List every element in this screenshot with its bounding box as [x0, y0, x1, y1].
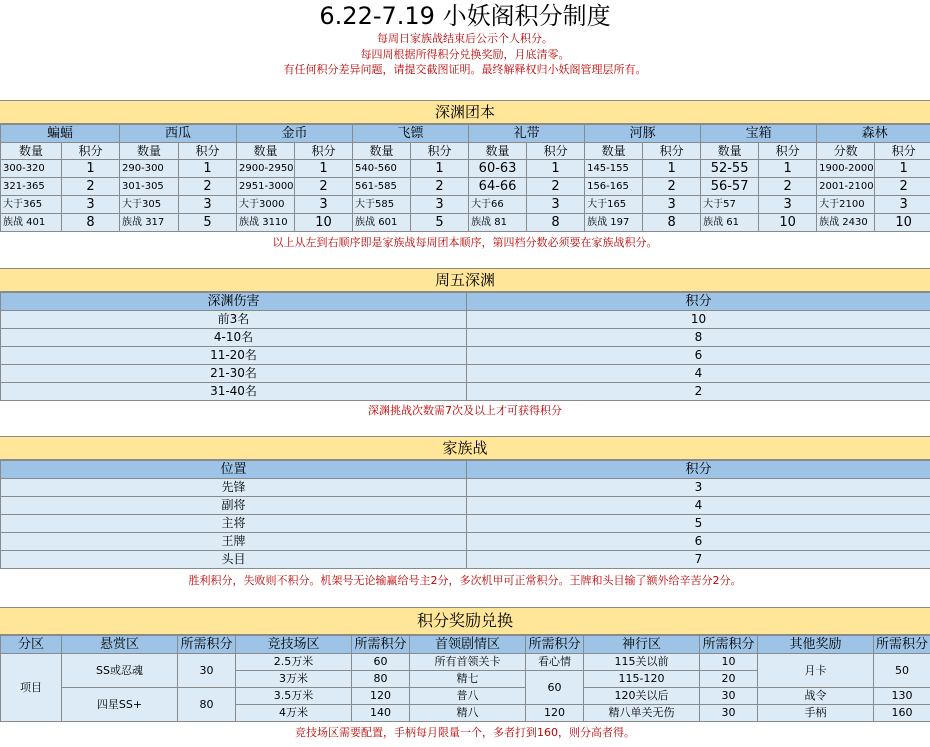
- abyss-quantity-cell: 2001-2100: [817, 178, 875, 196]
- rewards-header-cell: 所需积分: [178, 636, 236, 654]
- abyss-points-cell: 10: [875, 214, 930, 232]
- other-points: 130: [874, 688, 930, 705]
- abyss-group-header: 西瓜: [120, 125, 237, 143]
- abyss-points-cell: 2: [643, 178, 701, 196]
- abyss-note: 以上从左到右顺序即是家族战每周团本顺序，第四档分数必须要在家族战积分。: [272, 236, 658, 249]
- abyss-subheader-points: 积分: [295, 143, 353, 160]
- abyss-points-cell: 1: [759, 160, 817, 178]
- note-line-2: 每四周根据所得积分兑换奖励，月底清零。: [360, 48, 570, 61]
- abyss-quantity-cell: 族战 197: [585, 214, 643, 232]
- abyss-quantity-cell: 2951-3000: [237, 178, 295, 196]
- other-item: 战令: [758, 688, 874, 705]
- boss-item: 所有首领关卡: [410, 654, 526, 671]
- friday-rank-cell: 31-40名: [1, 383, 467, 401]
- abyss-points-cell: 2: [179, 178, 237, 196]
- abyss-quantity-cell: 52-55: [701, 160, 759, 178]
- abyss-points-cell: 1: [62, 160, 120, 178]
- abyss-points-cell: 3: [62, 196, 120, 214]
- friday-table: [0, 292, 930, 401]
- other-points: 160: [874, 705, 930, 722]
- abyss-quantity-cell: 大于3000: [237, 196, 295, 214]
- abyss-quantity-cell: 301-305: [120, 178, 179, 196]
- friday-rank-cell: 21-30名: [1, 365, 467, 383]
- abyss-subheader-points: 积分: [62, 143, 120, 160]
- note-line-1: 每周日家族战结束后公示个人积分。: [377, 32, 553, 45]
- arena-points: 60: [352, 654, 410, 671]
- abyss-quantity-cell: 321-365: [1, 178, 62, 196]
- clan-header-points: 积分: [467, 461, 930, 479]
- abyss-points-cell: 1: [179, 160, 237, 178]
- abyss-points-cell: 2: [62, 178, 120, 196]
- section-abyss-title: 深渊团本: [0, 100, 930, 124]
- clan-points-cell: 5: [467, 515, 930, 533]
- clan-position-cell: 主将: [1, 515, 467, 533]
- abyss-subheader-points: 积分: [643, 143, 701, 160]
- abyss-table: [0, 124, 930, 232]
- table-row: [1, 383, 930, 401]
- abyss-quantity-cell: 族战 61: [701, 214, 759, 232]
- rewards-header-cell: 竞技场区: [236, 636, 352, 654]
- friday-points-cell: 10: [467, 311, 930, 329]
- bounty-points: 30: [178, 654, 236, 688]
- rewards-header-cell: 所需积分: [874, 636, 930, 654]
- shenxing-points: 10: [700, 654, 758, 671]
- table-row: [1, 497, 930, 515]
- rewards-header-cell: 所需积分: [526, 636, 584, 654]
- abyss-points-cell: 1: [411, 160, 469, 178]
- boss-points: 看心情: [526, 654, 584, 671]
- abyss-quantity-cell: 145-155: [585, 160, 643, 178]
- abyss-points-cell: 1: [527, 160, 585, 178]
- friday-rank-cell: 前3名: [1, 311, 467, 329]
- table-row: [1, 365, 930, 383]
- table-row: [1, 347, 930, 365]
- shenxing-points: 20: [700, 671, 758, 688]
- abyss-subheader-points: 积分: [411, 143, 469, 160]
- abyss-points-cell: 5: [179, 214, 237, 232]
- abyss-points-cell: 1: [295, 160, 353, 178]
- shenxing-points: 30: [700, 688, 758, 705]
- abyss-points-cell: 10: [759, 214, 817, 232]
- abyss-points-cell: 2: [527, 178, 585, 196]
- table-row: [1, 311, 930, 329]
- friday-rank-cell: 4-10名: [1, 329, 467, 347]
- abyss-quantity-cell: 族战 317: [120, 214, 179, 232]
- boss-item: 精八: [410, 705, 526, 722]
- abyss-points-cell: 8: [643, 214, 701, 232]
- abyss-quantity-cell: 1900-2000: [817, 160, 875, 178]
- clan-points-cell: 6: [467, 533, 930, 551]
- abyss-subheader-quantity: 数量: [120, 143, 179, 160]
- rewards-header-cell: 分区: [1, 636, 62, 654]
- friday-header-points: 积分: [467, 293, 930, 311]
- abyss-quantity-cell: 56-57: [701, 178, 759, 196]
- rewards-note: 竞技场区需要配置，手柄每月限量一个，多者打到160，则分高者得。: [295, 726, 635, 739]
- clan-header-position: 位置: [1, 461, 467, 479]
- abyss-subheader-quantity: 数量: [701, 143, 759, 160]
- table-row: [1, 533, 930, 551]
- bounty-item: 四星SS+: [62, 688, 178, 722]
- table-row: [1, 160, 930, 178]
- arena-points: 120: [352, 688, 410, 705]
- abyss-quantity-cell: 540-560: [353, 160, 411, 178]
- table-row: [1, 178, 930, 196]
- clan-points-cell: 3: [467, 479, 930, 497]
- rewards-header-cell: 所需积分: [700, 636, 758, 654]
- clan-note: 胜利积分，失败则不积分。机架号无论输赢给号主2分，多次机甲可正常积分。王牌和头目输了额外给辛苦分2分。: [188, 574, 742, 587]
- arena-item: 3.5万米: [236, 688, 352, 705]
- abyss-group-header: 宝箱: [701, 125, 817, 143]
- abyss-quantity-cell: 族战 2430: [817, 214, 875, 232]
- bounty-points: 80: [178, 688, 236, 722]
- page-title: 6.22-7.19 小妖阁积分制度: [319, 2, 611, 30]
- friday-note: 深渊挑战次数需7次及以上才可获得积分: [368, 404, 562, 417]
- abyss-quantity-cell: 300-320: [1, 160, 62, 178]
- table-row: [1, 551, 930, 569]
- abyss-subheader-quantity: 数量: [353, 143, 411, 160]
- boss-item: 普八: [410, 688, 526, 705]
- abyss-quantity-cell: 561-585: [353, 178, 411, 196]
- clan-points-cell: 4: [467, 497, 930, 515]
- table-row: [1, 196, 930, 214]
- arena-item: 2.5万米: [236, 654, 352, 671]
- rewards-header-cell: 悬赏区: [62, 636, 178, 654]
- abyss-quantity-cell: 64-66: [469, 178, 527, 196]
- boss-points: 60: [526, 671, 584, 705]
- clan-position-cell: 王牌: [1, 533, 467, 551]
- abyss-group-header: 河豚: [585, 125, 701, 143]
- arena-points: 80: [352, 671, 410, 688]
- abyss-points-cell: 5: [411, 214, 469, 232]
- abyss-quantity-cell: 大于165: [585, 196, 643, 214]
- abyss-points-cell: 10: [295, 214, 353, 232]
- rewards-header-cell: 神行区: [584, 636, 700, 654]
- friday-points-cell: 8: [467, 329, 930, 347]
- abyss-points-cell: 1: [875, 160, 930, 178]
- abyss-group-header: 森林: [817, 125, 930, 143]
- abyss-subheader-quantity: 分数: [817, 143, 875, 160]
- abyss-quantity-cell: 族战 81: [469, 214, 527, 232]
- abyss-points-cell: 8: [527, 214, 585, 232]
- abyss-points-cell: 2: [295, 178, 353, 196]
- abyss-subheader-quantity: 数量: [469, 143, 527, 160]
- abyss-points-cell: 3: [295, 196, 353, 214]
- abyss-points-cell: 3: [643, 196, 701, 214]
- abyss-quantity-cell: 156-165: [585, 178, 643, 196]
- abyss-quantity-cell: 族战 401: [1, 214, 62, 232]
- rewards-header-cell: 其他奖励: [758, 636, 874, 654]
- clan-points-cell: 7: [467, 551, 930, 569]
- shenxing-item: 120关以后: [584, 688, 700, 705]
- abyss-quantity-cell: 大于365: [1, 196, 62, 214]
- abyss-points-cell: 3: [411, 196, 469, 214]
- rewards-header-cell: 所需积分: [352, 636, 410, 654]
- abyss-quantity-cell: 大于57: [701, 196, 759, 214]
- section-clan-title: 家族战: [0, 436, 930, 460]
- abyss-points-cell: 3: [179, 196, 237, 214]
- note-line-3: 有任何积分差异问题，请提交截图证明。最终解释权归小妖阁管理层所有。: [283, 63, 647, 76]
- abyss-quantity-cell: 大于2100: [817, 196, 875, 214]
- abyss-group-header: 礼带: [469, 125, 585, 143]
- section-rewards-title: 积分奖励兑换: [0, 607, 930, 635]
- abyss-points-cell: 8: [62, 214, 120, 232]
- abyss-quantity-cell: 大于305: [120, 196, 179, 214]
- abyss-quantity-cell: 族战 3110: [237, 214, 295, 232]
- table-row: [1, 214, 930, 232]
- section-friday-title: 周五深渊: [0, 268, 930, 292]
- clan-table: [0, 460, 930, 569]
- clan-position-cell: 先锋: [1, 479, 467, 497]
- abyss-quantity-cell: 2900-2950: [237, 160, 295, 178]
- other-item: 手柄: [758, 705, 874, 722]
- friday-points-cell: 2: [467, 383, 930, 401]
- abyss-points-cell: 1: [643, 160, 701, 178]
- friday-rank-cell: 11-20名: [1, 347, 467, 365]
- abyss-quantity-cell: 大于66: [469, 196, 527, 214]
- abyss-subheader-quantity: 数量: [1, 143, 62, 160]
- friday-points-cell: 4: [467, 365, 930, 383]
- abyss-quantity-cell: 60-63: [469, 160, 527, 178]
- abyss-quantity-cell: 大于585: [353, 196, 411, 214]
- abyss-subheader-quantity: 数量: [585, 143, 643, 160]
- boss-points: 120: [526, 705, 584, 722]
- shenxing-points: 30: [700, 705, 758, 722]
- arena-points: 140: [352, 705, 410, 722]
- abyss-subheader-points: 积分: [759, 143, 817, 160]
- abyss-quantity-cell: 族战 601: [353, 214, 411, 232]
- abyss-group-header: 金币: [237, 125, 353, 143]
- abyss-subheader-quantity: 数量: [237, 143, 295, 160]
- shenxing-item: 115关以前: [584, 654, 700, 671]
- clan-position-cell: 头目: [1, 551, 467, 569]
- arena-item: 4万米: [236, 705, 352, 722]
- shenxing-item: 精八单关无伤: [584, 705, 700, 722]
- abyss-group-header: 飞镖: [353, 125, 469, 143]
- clan-position-cell: 副将: [1, 497, 467, 515]
- friday-header-damage: 深渊伤害: [1, 293, 467, 311]
- abyss-points-cell: 2: [875, 178, 930, 196]
- abyss-quantity-cell: 290-300: [120, 160, 179, 178]
- abyss-subheader-points: 积分: [527, 143, 585, 160]
- abyss-group-header: 蝙蝠: [1, 125, 120, 143]
- friday-points-cell: 6: [467, 347, 930, 365]
- abyss-subheader-points: 积分: [875, 143, 930, 160]
- abyss-points-cell: 3: [875, 196, 930, 214]
- abyss-points-cell: 2: [411, 178, 469, 196]
- boss-item: 精七: [410, 671, 526, 688]
- table-row: [1, 479, 930, 497]
- abyss-points-cell: 2: [759, 178, 817, 196]
- table-row: [1, 515, 930, 533]
- rewards-header-cell: 首领剧情区: [410, 636, 526, 654]
- shenxing-item: 115-120: [584, 671, 700, 688]
- abyss-points-cell: 3: [759, 196, 817, 214]
- abyss-subheader-points: 积分: [179, 143, 237, 160]
- rewards-row-label: 项目: [1, 654, 62, 722]
- arena-item: 3万米: [236, 671, 352, 688]
- rewards-table: [0, 635, 930, 722]
- other-points: 50: [874, 654, 930, 688]
- other-item: 月卡: [758, 654, 874, 688]
- bounty-item: SS或忍魂: [62, 654, 178, 688]
- abyss-points-cell: 3: [527, 196, 585, 214]
- table-row: [1, 329, 930, 347]
